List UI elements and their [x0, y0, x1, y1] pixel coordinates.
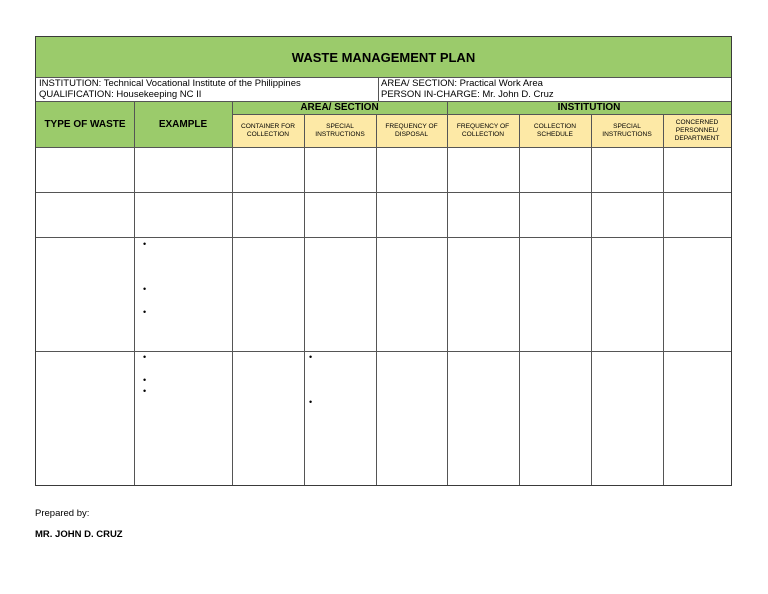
header-example: EXAMPLE — [134, 101, 232, 147]
header-special-instructions-area: SPECIAL INSTRUCTIONS — [304, 114, 376, 147]
list-bullet: • — [143, 386, 147, 396]
header-concerned-personnel: CONCERNED PERSONNEL/ DEPARTMENT — [663, 114, 731, 147]
header-special-instructions-institution: SPECIAL INSTRUCTIONS — [591, 114, 663, 147]
divider — [232, 101, 233, 485]
area-line: AREA/ SECTION: Practical Work Area — [381, 78, 543, 89]
divider — [304, 114, 305, 485]
divider — [447, 101, 448, 485]
divider — [36, 77, 731, 78]
list-bullet: • — [309, 397, 313, 407]
institution-line: INSTITUTION: Technical Vocational Institute of the Philippines — [39, 78, 301, 89]
qualification-line: QUALIFICATION: Housekeeping NC II — [39, 89, 202, 100]
divider — [36, 351, 731, 352]
list-bullet: • — [143, 284, 147, 294]
list-bullet: • — [143, 352, 147, 362]
prepared-by-label: Prepared by: — [35, 508, 90, 519]
divider — [36, 147, 731, 148]
list-bullet: • — [143, 239, 147, 249]
header-collection-schedule: COLLECTION SCHEDULE — [519, 114, 591, 147]
list-bullet: • — [143, 375, 147, 385]
person-line: PERSON IN-CHARGE: Mr. John D. Cruz — [381, 89, 554, 100]
divider — [134, 101, 135, 485]
list-bullet: • — [309, 352, 313, 362]
plan-title: WASTE MANAGEMENT PLAN — [36, 37, 731, 77]
divider — [378, 77, 379, 101]
divider — [36, 237, 731, 238]
info-left — [36, 77, 378, 101]
info-right — [378, 77, 731, 101]
divider — [232, 114, 731, 115]
header-type-of-waste: TYPE OF WASTE — [36, 101, 134, 147]
header-container-for-collection: CONTAINER FOR COLLECTION — [232, 114, 304, 147]
divider — [36, 192, 731, 193]
group-institution: INSTITUTION — [447, 101, 731, 114]
waste-management-table — [35, 36, 732, 486]
divider — [591, 114, 592, 485]
header-frequency-of-disposal: FREQUENCY OF DISPOSAL — [376, 114, 447, 147]
divider — [376, 114, 377, 485]
group-area-section: AREA/ SECTION — [232, 101, 447, 114]
list-bullet: • — [143, 307, 147, 317]
divider — [36, 101, 731, 102]
header-frequency-of-collection: FREQUENCY OF COLLECTION — [447, 114, 519, 147]
divider — [519, 114, 520, 485]
preparer-name: MR. JOHN D. CRUZ — [35, 529, 123, 540]
divider — [663, 114, 664, 485]
